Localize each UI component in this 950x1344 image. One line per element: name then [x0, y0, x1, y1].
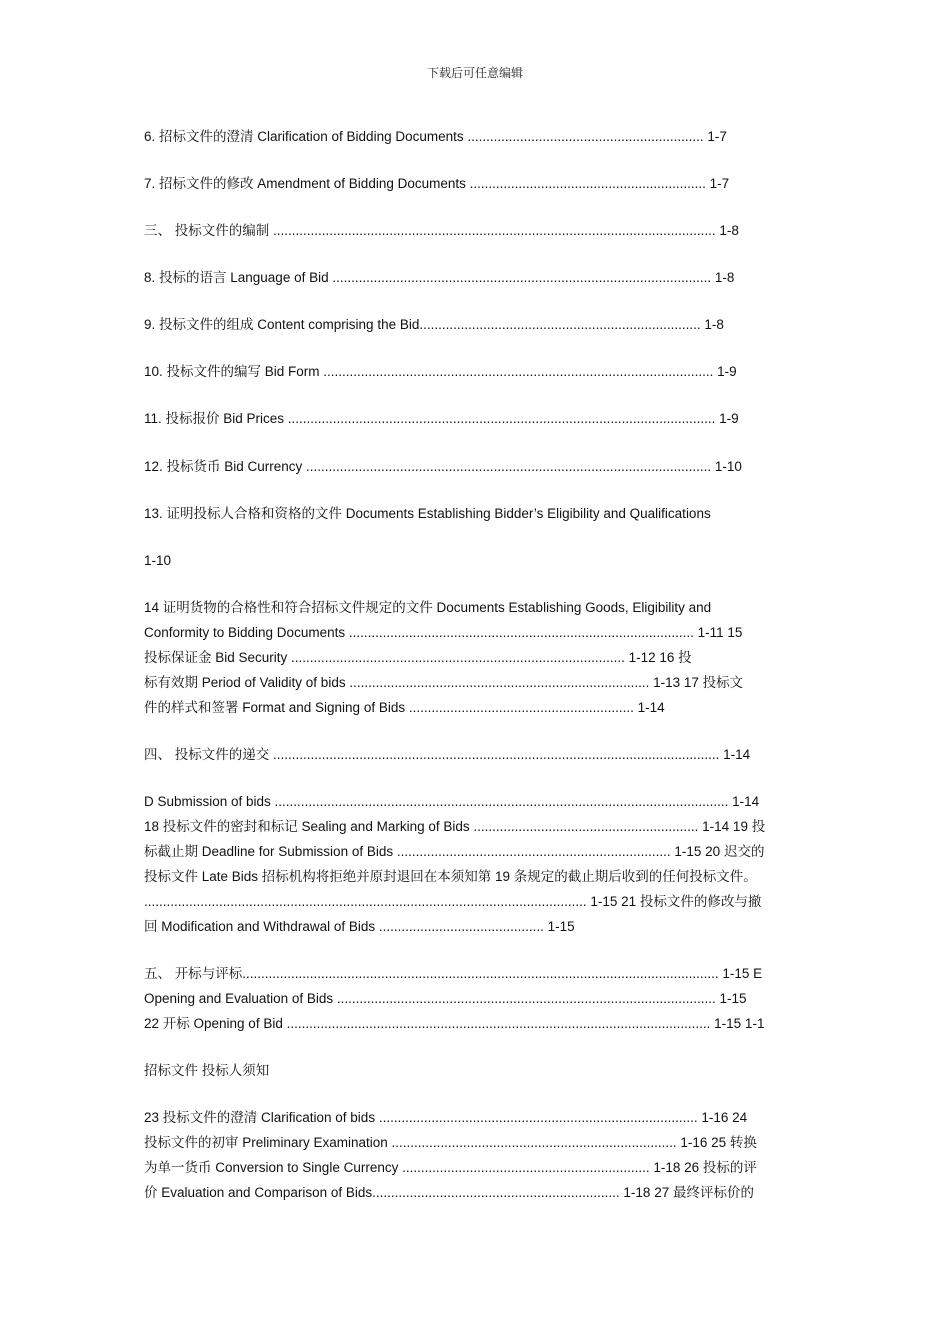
toc-entry-23[interactable]: 23 投标文件的澄清 Clarification of bids ..................................................................................... 1-16 24 — [144, 1110, 748, 1125]
toc-section-5[interactable]: 五、 开标与评标............................................................................................................................... 1-15 E — [144, 966, 763, 981]
toc-entry-9[interactable]: 9. 投标文件的组成 Content comprising the Bid........................................................................... 1-8 — [144, 317, 724, 332]
toc-entry-17[interactable]: 件的样式和签署 Format and Signing of Bids ............................................................ 1-14 — [144, 700, 665, 715]
toc-entry-13[interactable]: 13. 证明投标人合格和资格的文件 Documents Establishing Bidder’s Eligibility and Qualifications — [144, 506, 711, 521]
toc-entry-12[interactable]: 12. 投标货币 Bid Currency ............................................................................................................ 1-10 — [144, 459, 742, 474]
toc-entry-20-cont[interactable]: ...................................................................................................................... 1-15 21 投标文件的修改与撤 — [144, 894, 762, 909]
toc-entry-16[interactable]: 标有效期 Period of Validity of bids ................................................................................ 1-13 17 投标文 — [144, 675, 744, 690]
toc-entry-14[interactable]: 14 证明货物的合格性和符合招标文件规定的文件 Documents Establishing Goods, Eligibility and — [144, 600, 712, 615]
toc-entry-20[interactable]: 投标文件 Late Bids 招标机构将拒绝并原封退回在本须知第 19 条规定的截止期后收到的任何投标文件。 — [144, 869, 757, 884]
toc-entry-11[interactable]: 11. 投标报价 Bid Prices .................................................................................................................. 1-9 — [144, 411, 739, 426]
toc-entry-15[interactable]: 投标保证金 Bid Security ......................................................................................... 1-12 16 投 — [144, 650, 692, 665]
toc-section-4[interactable]: 四、 投标文件的递交 ....................................................................................................................... 1-14 — [144, 747, 751, 762]
toc-entry-25[interactable]: 为单一货币 Conversion to Single Currency .................................................................. 1-18 26 投标的评 — [144, 1160, 757, 1175]
toc-entry-19[interactable]: 标截止期 Deadline for Submission of Bids ......................................................................... 1-15 20 迟交的 — [144, 844, 765, 859]
page-header: 下载后可任意编辑 — [426, 66, 523, 80]
toc-entry-24[interactable]: 投标文件的初审 Preliminary Examination ............................................................................ 1-16 25 转换 — [144, 1135, 757, 1150]
toc-entry-d[interactable]: D Submission of bids ......................................................................................................................... 1-14 — [144, 794, 760, 809]
toc-entry-13-page: 1-10 — [144, 553, 172, 568]
toc-entry-e[interactable]: Opening and Evaluation of Bids ..................................................................................................... 1-15 — [144, 991, 747, 1006]
toc-entry-26[interactable]: 价 Evaluation and Comparison of Bids.................................................................. 1-18 27 最终评标价的 — [144, 1185, 754, 1200]
toc-entry-6[interactable]: 6. 招标文件的澄清 Clarification of Bidding Documents ............................................................... 1-7 — [144, 129, 727, 144]
toc-entry-10[interactable]: 10. 投标文件的编写 Bid Form ........................................................................................................ 1-9 — [144, 364, 737, 379]
toc-section-3[interactable]: 三、 投标文件的编制 ...................................................................................................................... 1-8 — [144, 223, 739, 238]
toc-entry-8[interactable]: 8. 投标的语言 Language of Bid ..................................................................................................... 1-8 — [144, 270, 735, 285]
toc-entry-21[interactable]: 回 Modification and Withdrawal of Bids ............................................ 1-15 — [144, 919, 575, 934]
toc-entry-18[interactable]: 18 投标文件的密封和标记 Sealing and Marking of Bids ............................................................ 1-14 19 投 — [144, 819, 766, 834]
toc-entry-7[interactable]: 7. 招标文件的修改 Amendment of Bidding Documents ............................................................... 1-7 — [144, 176, 730, 191]
toc-entry-14-cont[interactable]: Conformity to Bidding Documents ............................................................................................ 1-11 15 — [144, 625, 743, 640]
toc-entry-22[interactable]: 22 开标 Opening of Bid ................................................................................................................. 1-15 1-1 — [144, 1016, 765, 1031]
running-header: 招标文件 投标人须知 — [144, 1063, 270, 1078]
